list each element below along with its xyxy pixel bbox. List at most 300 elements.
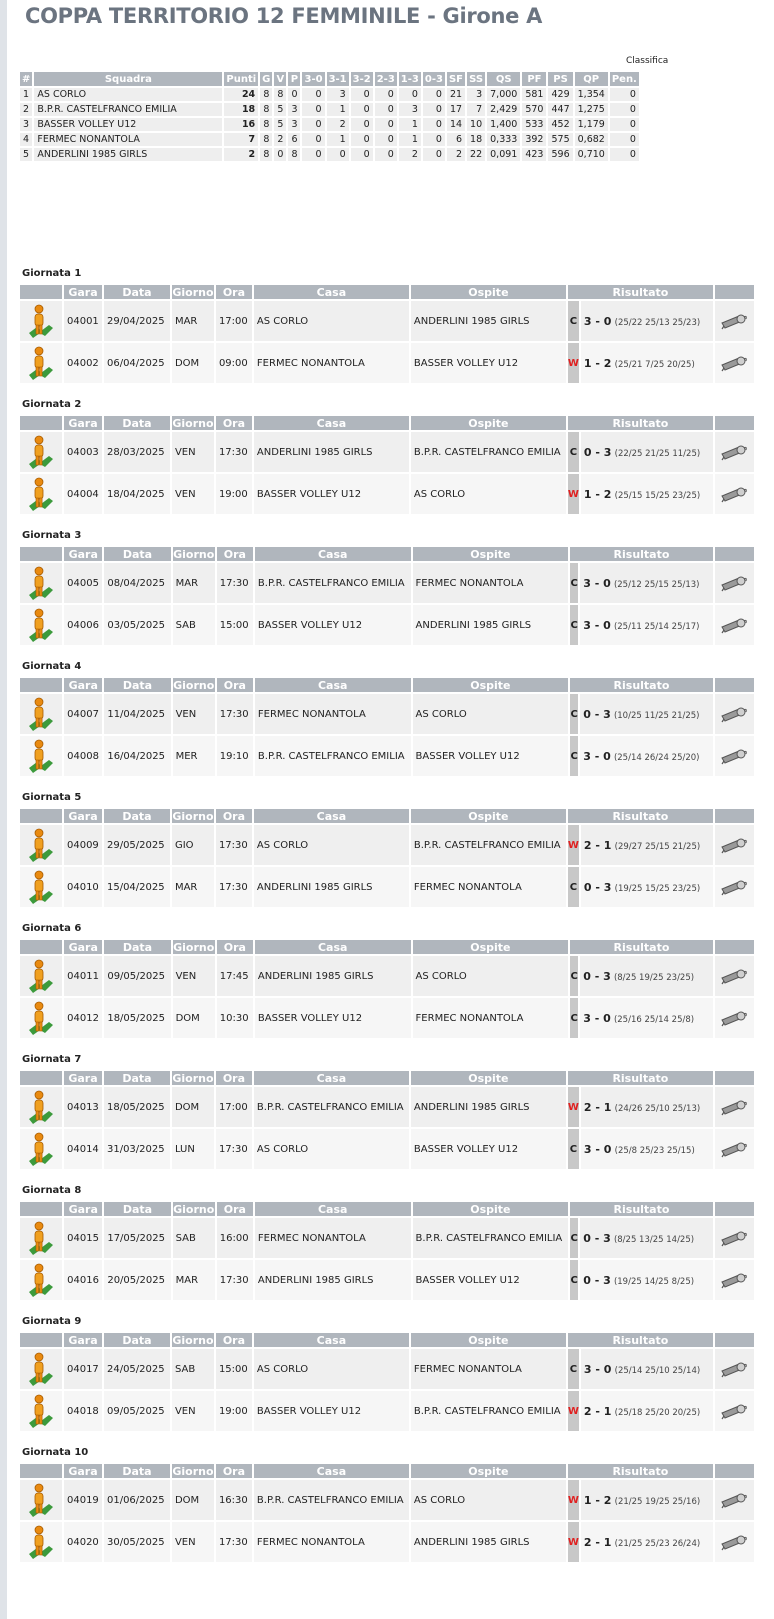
away-team[interactable]: AS CORLO [411,474,566,514]
standings-cell-points: 18 [224,103,258,116]
game-time: 09:00 [216,343,252,383]
result-status-mark: C [570,956,578,996]
away-team[interactable]: ANDERLINI 1985 GIRLS [411,301,566,341]
standings-cell-rank: 4 [20,133,32,146]
games-header-col-gara: Gara [64,1071,102,1085]
whistle-icon[interactable] [719,746,749,766]
game-time: 10:30 [217,998,253,1038]
game-date: 18/05/2025 [104,998,170,1038]
away-team[interactable]: B.P.R. CASTELFRANCO EMILIA [413,1218,569,1258]
games-header-row [20,1333,754,1347]
games-header-col-icon [20,809,62,823]
game-set-scores: (25/14 25/10 25/14) [614,1365,701,1376]
games-header-col-casa: Casa [255,547,411,561]
standings-cell-lost: 3 [288,103,300,116]
game-row[interactable] [20,1129,754,1169]
whistle-icon[interactable] [719,1270,749,1290]
whistle-icon[interactable] [719,1139,749,1159]
whistle-icon[interactable] [719,1359,749,1379]
standings-cell-rank: 5 [20,148,32,161]
games-header-col-ora: Ora [217,547,253,561]
standings-cell-w32: 0 [351,133,373,146]
game-row[interactable] [20,998,754,1038]
game-time: 17:30 [217,563,253,603]
game-score: 0 - 3 [583,707,611,721]
result-status-mark: W [568,474,579,514]
whistle-icon[interactable] [719,966,749,986]
whistle-icon[interactable] [719,1490,749,1510]
away-team[interactable]: ANDERLINI 1985 GIRLS [411,1087,566,1127]
standings-cell-w32: 0 [351,103,373,116]
home-team[interactable]: AS CORLO [254,1349,409,1389]
away-team[interactable]: BASSER VOLLEY U12 [411,1129,566,1169]
whistle-cell[interactable] [715,1349,754,1389]
standings-cell-rank: 3 [20,118,32,131]
whistle-cell[interactable] [715,605,754,645]
referee-cell[interactable] [20,694,62,734]
standings-cell-ps: 596 [548,148,572,161]
referee-person-icon[interactable] [25,696,57,732]
games-header-row [20,1071,754,1085]
games-header-col-data: Data [104,1071,170,1085]
games-header-col-icon [20,1464,62,1478]
standings-cell-pf: 581 [522,88,546,101]
home-team[interactable]: BASSER VOLLEY U12 [254,474,409,514]
games-header-col-ora: Ora [216,1071,252,1085]
game-day: VEN [173,694,215,734]
game-code: 04013 [64,1087,102,1127]
referee-person-icon[interactable] [25,1482,57,1518]
referee-person-icon[interactable] [25,434,57,470]
home-team[interactable]: FERMEC NONANTOLA [254,343,409,383]
home-team[interactable]: BASSER VOLLEY U12 [254,1391,409,1431]
game-row[interactable] [20,736,754,776]
game-set-scores: (25/15 15/25 23/25) [614,490,701,501]
referee-cell[interactable] [20,1480,62,1520]
whistle-icon[interactable] [719,573,749,593]
game-date: 06/04/2025 [104,343,170,383]
games-header-row [20,678,754,692]
game-row[interactable] [20,474,754,514]
games-header-col-risultato: Risultato [570,1202,713,1216]
whistle-cell[interactable] [715,1087,754,1127]
whistle-icon[interactable] [719,311,749,331]
games-header-col-whistle [715,678,754,692]
games-header-col-casa: Casa [254,285,409,299]
games-header-col-risultato: Risultato [568,1071,713,1085]
games-header-col-ospite: Ospite [411,809,566,823]
whistle-cell[interactable] [715,301,754,341]
referee-person-icon[interactable] [25,1393,57,1429]
round-section [18,792,756,909]
standings-row[interactable] [20,88,639,101]
game-code: 04007 [64,694,102,734]
game-date: 29/04/2025 [104,301,170,341]
games-header-col-gara: Gara [64,940,102,954]
game-row[interactable] [20,1391,754,1431]
round-section [18,661,756,778]
games-header-col-ora: Ora [216,809,252,823]
whistle-cell[interactable] [715,343,754,383]
referee-person-icon[interactable] [25,958,57,994]
standings-cell-won: 2 [274,133,286,146]
home-team[interactable]: FERMEC NONANTOLA [255,1218,411,1258]
whistle-cell[interactable] [715,563,754,603]
games-header-col-ora: Ora [216,285,252,299]
standings-col-sf: SF [447,72,465,86]
referee-person-icon[interactable] [25,1220,57,1256]
referee-cell[interactable] [20,867,62,907]
standings-col-l03: 0-3 [424,73,443,85]
referee-person-icon[interactable] [25,607,57,643]
whistle-cell[interactable] [715,1391,754,1431]
standings-cell-lost: 3 [288,118,300,131]
referee-person-icon[interactable] [25,345,57,381]
home-team[interactable]: AS CORLO [254,1129,409,1169]
away-team[interactable]: FERMEC NONANTOLA [413,998,569,1038]
games-header-col-giorno: Giorno [173,1202,215,1216]
referee-cell[interactable] [20,1218,62,1258]
away-team[interactable]: AS CORLO [413,694,569,734]
whistle-icon[interactable] [719,442,749,462]
referee-person-icon[interactable] [25,565,57,601]
game-set-scores: (8/25 13/25 14/25) [613,1234,695,1245]
standings-cell-l13: 2 [399,148,421,161]
games-header-col-data: Data [104,547,170,561]
games-header-row [20,1464,754,1478]
standings-cell-qp: 1,354 [575,88,608,101]
away-team[interactable]: B.P.R. CASTELFRANCO EMILIA [411,432,566,472]
standings-cell-l03: 0 [423,148,445,161]
standings-cell-w32: 0 [351,88,373,101]
games-header-col-casa: Casa [254,1071,409,1085]
games-header-col-data: Data [104,809,170,823]
away-team[interactable]: BASSER VOLLEY U12 [411,343,566,383]
standings-cell-w32: 0 [351,148,373,161]
home-team[interactable]: FERMEC NONANTOLA [254,1522,409,1562]
referee-cell[interactable] [20,736,62,776]
home-team[interactable]: AS CORLO [254,825,409,865]
referee-person-icon[interactable] [25,1089,57,1125]
game-row[interactable] [20,1260,754,1300]
game-score: 3 - 0 [583,576,611,590]
game-time: 17:30 [216,825,252,865]
referee-person-icon[interactable] [25,827,57,863]
whistle-icon[interactable] [719,1097,749,1117]
games-header-col-ora: Ora [216,1464,252,1478]
standings-col-points: Punti [226,73,257,85]
game-row[interactable] [20,825,754,865]
games-header-col-casa: Casa [254,809,409,823]
games-header-row [20,1202,754,1216]
standings-cell-l23: 0 [375,148,397,161]
round-title: Giornata 3 [22,530,82,541]
referee-cell[interactable] [20,432,62,472]
standings-cell-team[interactable]: B.P.R. CASTELFRANCO EMILIA [34,103,222,116]
round-games-table [18,414,756,516]
home-team[interactable]: B.P.R. CASTELFRANCO EMILIA [254,1480,409,1520]
games-header-col-ospite: Ospite [411,416,566,430]
away-team[interactable]: AS CORLO [411,1480,566,1520]
game-date: 17/05/2025 [104,1218,170,1258]
standings-table [18,70,641,163]
round-games-table [18,676,756,778]
result-status-mark: W [568,1522,579,1562]
game-day: MAR [172,301,214,341]
game-date: 16/04/2025 [104,736,170,776]
whistle-icon[interactable] [719,615,749,635]
games-header-col-icon [20,547,62,561]
game-set-scores: (25/12 25/15 25/13) [613,579,700,590]
referee-person-icon[interactable] [25,303,57,339]
referee-person-icon[interactable] [25,1524,57,1560]
game-result [581,343,713,383]
standings-col-rank: # [22,73,31,85]
referee-cell[interactable] [20,998,62,1038]
games-header-col-whistle [715,1202,754,1216]
referee-cell[interactable] [20,1129,62,1169]
referee-cell[interactable] [20,343,62,383]
away-team[interactable]: BASSER VOLLEY U12 [413,736,569,776]
away-team[interactable]: B.P.R. CASTELFRANCO EMILIA [411,825,566,865]
whistle-icon[interactable] [719,484,749,504]
game-score: 0 - 3 [583,1231,611,1245]
standings-col-w30: 3-0 [304,73,323,85]
home-team[interactable]: ANDERLINI 1985 GIRLS [254,432,409,472]
standings-cell-team[interactable]: ANDERLINI 1985 GIRLS [34,148,222,161]
game-row[interactable] [20,1218,754,1258]
game-score: 3 - 0 [583,314,612,328]
game-row[interactable] [20,1522,754,1562]
game-set-scores: (19/25 14/25 8/25) [613,1276,695,1287]
whistle-cell[interactable] [715,1522,754,1562]
standings-cell-w30: 0 [302,133,324,146]
referee-cell[interactable] [20,1260,62,1300]
games-header-col-ospite: Ospite [411,1071,566,1085]
round-title: Giornata 10 [22,1447,89,1458]
whistle-icon[interactable] [719,1228,749,1248]
result-status-mark: W [568,343,579,383]
game-row[interactable] [20,956,754,996]
away-team[interactable]: FERMEC NONANTOLA [413,563,569,603]
games-header-col-risultato: Risultato [570,678,713,692]
game-code: 04002 [64,343,102,383]
result-status-mark: C [570,1218,578,1258]
games-header-row [20,547,754,561]
home-team[interactable]: AS CORLO [254,301,409,341]
referee-person-icon[interactable] [25,476,57,512]
whistle-cell[interactable] [715,432,754,472]
games-header-col-icon [20,416,62,430]
referee-cell[interactable] [20,956,62,996]
whistle-cell[interactable] [715,1480,754,1520]
game-date: 15/04/2025 [104,867,170,907]
game-row[interactable] [20,343,754,383]
home-team[interactable]: ANDERLINI 1985 GIRLS [254,867,409,907]
standings-row[interactable] [20,148,639,161]
game-code: 04006 [64,605,102,645]
whistle-cell[interactable] [715,867,754,907]
referee-cell[interactable] [20,474,62,514]
whistle-cell[interactable] [715,474,754,514]
standings-cell-l03: 0 [423,103,445,116]
standings-cell-lost: 6 [288,133,300,146]
games-header-col-risultato: Risultato [568,285,713,299]
result-status-mark: W [568,1480,579,1520]
whistle-cell[interactable] [715,1129,754,1169]
game-set-scores: (21/25 25/23 26/24) [614,1538,701,1549]
standings-cell-ps: 447 [548,103,572,116]
game-set-scores: (19/25 15/25 23/25) [614,883,701,894]
games-header-col-risultato: Risultato [570,547,713,561]
games-header-col-whistle [715,1464,754,1478]
standings-cell-lost: 0 [288,88,300,101]
games-header-col-giorno: Giorno [173,547,215,561]
whistle-icon[interactable] [719,1008,749,1028]
whistle-cell[interactable] [715,1218,754,1258]
standings-cell-team[interactable]: FERMEC NONANTOLA [34,133,222,146]
game-time: 15:00 [216,1349,252,1389]
result-status-mark: C [568,1129,579,1169]
game-row[interactable] [20,563,754,603]
away-team[interactable]: FERMEC NONANTOLA [411,1349,566,1389]
round-section [18,1316,756,1433]
referee-cell[interactable] [20,1087,62,1127]
standings-col-played: G [262,73,271,85]
game-score: 0 - 3 [583,969,611,983]
game-result [581,1480,713,1520]
round-section [18,268,756,385]
game-day: VEN [172,474,214,514]
referee-cell[interactable] [20,1522,62,1562]
whistle-cell[interactable] [715,998,754,1038]
games-header-col-casa: Casa [254,1333,409,1347]
game-score: 2 - 1 [583,1535,612,1549]
games-header-col-ospite: Ospite [413,678,569,692]
game-code: 04016 [64,1260,102,1300]
referee-person-icon[interactable] [25,738,57,774]
referee-cell[interactable] [20,605,62,645]
standings-cell-team[interactable]: AS CORLO [34,88,222,101]
games-header-col-risultato: Risultato [568,809,713,823]
games-header-col-data: Data [104,1333,170,1347]
game-result [580,1260,713,1300]
referee-person-icon[interactable] [25,1131,57,1167]
game-result [580,605,713,645]
round-section [18,530,756,647]
away-team[interactable]: BASSER VOLLEY U12 [413,1260,569,1300]
home-team[interactable]: ANDERLINI 1985 GIRLS [255,1260,411,1300]
standings-col-lost: P [288,72,300,86]
standings-row[interactable] [20,118,639,131]
standings-cell-played: 8 [260,88,272,101]
standings-row[interactable] [20,103,639,116]
game-result [580,563,713,603]
referee-cell[interactable] [20,825,62,865]
home-team[interactable]: B.P.R. CASTELFRANCO EMILIA [255,736,411,776]
away-team[interactable]: FERMEC NONANTOLA [411,867,566,907]
result-status-mark: W [568,1391,579,1431]
standings-col-pf: PF [522,72,546,86]
game-row[interactable] [20,432,754,472]
home-team[interactable]: ANDERLINI 1985 GIRLS [255,956,411,996]
away-team[interactable]: B.P.R. CASTELFRANCO EMILIA [411,1391,566,1431]
standings-col-qs: QS [487,72,520,86]
away-team[interactable]: AS CORLO [413,956,569,996]
whistle-icon[interactable] [719,835,749,855]
standings-cell-team[interactable]: BASSER VOLLEY U12 [34,118,222,131]
round-section [18,1185,756,1302]
game-day: DOM [172,1087,214,1127]
game-row[interactable] [20,867,754,907]
games-header-col-ora: Ora [217,1202,253,1216]
standings-row[interactable] [20,133,639,146]
games-header-col-risultato: Risultato [568,1333,713,1347]
home-team[interactable]: B.P.R. CASTELFRANCO EMILIA [254,1087,409,1127]
game-set-scores: (29/27 25/15 21/25) [614,841,701,852]
referee-cell[interactable] [20,301,62,341]
game-set-scores: (24/26 25/10 25/13) [614,1103,701,1114]
game-row[interactable] [20,301,754,341]
referee-person-icon[interactable] [25,1351,57,1387]
home-team[interactable]: B.P.R. CASTELFRANCO EMILIA [255,563,411,603]
games-header-col-gara: Gara [64,547,102,561]
whistle-icon[interactable] [719,1401,749,1421]
standings-cell-pen: 0 [610,133,639,146]
standings-cell-w30: 0 [302,103,324,116]
whistle-cell[interactable] [715,825,754,865]
whistle-cell[interactable] [715,1260,754,1300]
game-day: DOM [173,998,215,1038]
referee-person-icon[interactable] [25,1000,57,1036]
games-header-col-ospite: Ospite [411,1464,566,1478]
game-date: 29/05/2025 [104,825,170,865]
home-team[interactable]: BASSER VOLLEY U12 [255,998,411,1038]
referee-cell[interactable] [20,1391,62,1431]
game-code: 04015 [64,1218,102,1258]
home-team[interactable]: BASSER VOLLEY U12 [255,605,411,645]
standings-cell-points: 24 [224,88,258,101]
game-row[interactable] [20,1087,754,1127]
whistle-cell[interactable] [715,956,754,996]
game-row[interactable] [20,605,754,645]
whistle-cell[interactable] [715,736,754,776]
away-team[interactable]: ANDERLINI 1985 GIRLS [411,1522,566,1562]
game-row[interactable] [20,694,754,734]
referee-cell[interactable] [20,1349,62,1389]
referee-cell[interactable] [20,563,62,603]
whistle-icon[interactable] [719,353,749,373]
referee-person-icon[interactable] [25,869,57,905]
whistle-icon[interactable] [719,704,749,724]
result-status-mark: C [570,998,578,1038]
whistle-cell[interactable] [715,694,754,734]
games-header-col-icon [20,1071,62,1085]
games-header-col-risultato: Risultato [568,1464,713,1478]
standings-cell-pen: 0 [610,88,639,101]
game-row[interactable] [20,1349,754,1389]
referee-person-icon[interactable] [25,1262,57,1298]
whistle-icon[interactable] [719,877,749,897]
games-header-col-data: Data [104,1464,170,1478]
whistle-icon[interactable] [719,1532,749,1552]
home-team[interactable]: FERMEC NONANTOLA [255,694,411,734]
game-row[interactable] [20,1480,754,1520]
away-team[interactable]: ANDERLINI 1985 GIRLS [413,605,569,645]
game-code: 04018 [64,1391,102,1431]
standings-cell-sf: 6 [447,133,465,146]
round-title: Giornata 9 [22,1316,82,1327]
